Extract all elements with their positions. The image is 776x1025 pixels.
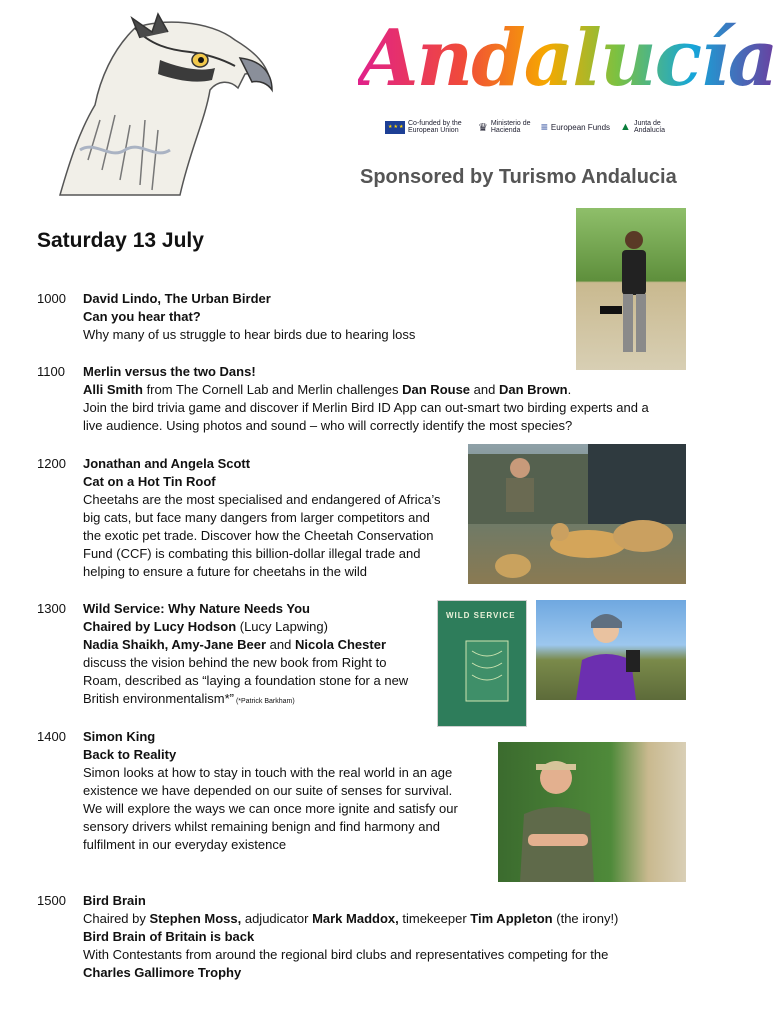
entry-text-segment: helping to ensure a future for cheetahs in the wild bbox=[83, 564, 368, 579]
book-cover-title: WILD SERVICE bbox=[446, 611, 516, 620]
entry-line bbox=[83, 563, 703, 581]
entry-text bbox=[83, 892, 703, 982]
entry-text-segment: discuss the vision behind the new book from Right to bbox=[83, 655, 387, 670]
entry-bold-text: Cat on a Hot Tin Roof bbox=[83, 474, 216, 489]
entry-line bbox=[83, 545, 703, 563]
entry-text-segment: Chaired by bbox=[83, 911, 150, 926]
entry-time: 1300 bbox=[37, 601, 66, 616]
entry-text bbox=[83, 455, 703, 581]
eu-flag-icon bbox=[385, 121, 405, 134]
entry-text-segment: Join the bird trivia game and discover if Merlin Bird ID App can out-smart two birding experts and a bbox=[83, 400, 649, 415]
entry-line bbox=[83, 417, 703, 435]
entry-bold-text: Charles Gallimore Trophy bbox=[83, 965, 242, 980]
entry-bold-text: Dan Rouse bbox=[402, 382, 471, 397]
entry-text-segment: fulfilment in our everyday existence bbox=[83, 837, 287, 852]
entry-text-segment: sensory drivers whilst remaining benign and find harmony and bbox=[83, 819, 440, 834]
entry-text-segment: and bbox=[266, 637, 295, 652]
entry-text-segment: Roam, described as “laying a foundation stone for a new bbox=[83, 673, 409, 688]
entry-line bbox=[83, 618, 703, 636]
entry-text-segment: . bbox=[567, 382, 572, 397]
entry-text-segment: existence we have depended on our suite of senses for survival. bbox=[83, 783, 453, 798]
entry-line bbox=[83, 892, 703, 910]
entry-line bbox=[83, 764, 703, 782]
eu-logo-label: Co-funded by the European Union bbox=[408, 120, 462, 134]
entry-bold-text: Merlin versus the two Dans! bbox=[83, 364, 256, 379]
entry-line bbox=[83, 381, 703, 399]
entry-bold-text: Chaired by Lucy Hodson bbox=[83, 619, 237, 634]
entry-bold-text: Jonathan and Angela Scott bbox=[83, 456, 251, 471]
entry-line bbox=[83, 509, 703, 527]
entry-text-segment: Fund (CCF) is combating this billion-dollar illegal trade and bbox=[83, 546, 421, 561]
entry-time: 1200 bbox=[37, 456, 66, 471]
entry-text bbox=[83, 600, 703, 711]
entry-bold-text: Tim Appleton bbox=[470, 911, 553, 926]
ministry-logo-label: Ministerio de Hacienda bbox=[490, 120, 531, 134]
entry-line bbox=[83, 672, 703, 690]
entry-line bbox=[83, 928, 703, 946]
eu-logo bbox=[385, 120, 468, 134]
entry-text-segment: big cats, but face many dangers from larger competitors and bbox=[83, 510, 430, 525]
entry-bold-text: Stephen Moss, bbox=[149, 911, 242, 926]
entry-time: 1400 bbox=[37, 729, 66, 744]
entry-line bbox=[83, 654, 703, 672]
entry-text-segment: and bbox=[470, 382, 499, 397]
entry-line bbox=[83, 290, 703, 308]
entry-time: 1000 bbox=[37, 291, 66, 306]
entry-line bbox=[83, 690, 703, 711]
entry-line bbox=[83, 636, 703, 654]
ministry-logo bbox=[478, 120, 531, 134]
junta-logo-label: Junta de Andalucía bbox=[633, 120, 666, 134]
entry-line bbox=[83, 308, 703, 326]
entry-line bbox=[83, 818, 703, 836]
entry-bold-text: Simon King bbox=[83, 729, 156, 744]
entry-bold-text: Bird Brain of Britain is back bbox=[83, 929, 255, 944]
entry-line bbox=[83, 836, 703, 854]
entry-line bbox=[83, 910, 703, 928]
entry-text-segment: With Contestants from around the regional bird clubs and representatives competing for the bbox=[83, 947, 609, 962]
entry-bold-text: Nicola Chester bbox=[294, 637, 387, 652]
entry-time: 1100 bbox=[37, 364, 65, 379]
entry-text-segment: adjudicator bbox=[241, 911, 313, 926]
entry-text-segment: live audience. Using photos and sound – who will correctly identify the most species? bbox=[83, 418, 573, 433]
entry-text-segment: the exotic pet trade. Discover how the Cheetah Conservation bbox=[83, 528, 434, 543]
entry-time: 1500 bbox=[37, 893, 66, 908]
osprey-illustration bbox=[40, 10, 275, 200]
crest-icon: ♛ bbox=[478, 121, 488, 134]
entry-text-segment: Cheetahs are the most specialised and endangered of Africa’s bbox=[83, 492, 441, 507]
date-title: Saturday 13 July bbox=[37, 229, 204, 252]
entry-line bbox=[83, 326, 703, 344]
entry-bold-text: Dan Brown bbox=[498, 382, 568, 397]
european-funds-label: European Funds bbox=[550, 122, 611, 132]
entry-line bbox=[83, 728, 703, 746]
entry-line bbox=[83, 600, 703, 618]
entry-bold-text: Alli Smith bbox=[83, 382, 143, 397]
entry-text bbox=[83, 363, 703, 435]
entry-bold-text: Wild Service: Why Nature Needs You bbox=[83, 601, 310, 616]
entry-line bbox=[83, 964, 703, 982]
entry-text-segment: (Lucy Lapwing) bbox=[236, 619, 328, 634]
entry-line bbox=[83, 473, 703, 491]
entry-line bbox=[83, 946, 703, 964]
entry-text-segment: (the irony!) bbox=[552, 911, 619, 926]
entry-text bbox=[83, 290, 703, 344]
entry-line bbox=[83, 746, 703, 764]
entry-text bbox=[83, 728, 703, 854]
entry-text-segment: We will explore the ways we can once more ignite and satisfy our bbox=[83, 801, 458, 816]
sponsor-logos-row bbox=[385, 120, 674, 134]
entry-text-segment: British environmentalism*” bbox=[83, 691, 234, 706]
entry-line bbox=[83, 363, 703, 381]
andalucia-logo: Andalucía bbox=[358, 13, 776, 104]
entry-line bbox=[83, 399, 703, 417]
entry-line bbox=[83, 527, 703, 545]
junta-arch-icon: ▲ bbox=[620, 121, 631, 133]
entry-text-segment: from The Cornell Lab and Merlin challenges bbox=[142, 382, 403, 397]
david-lindo-photo bbox=[576, 208, 686, 370]
entry-bold-text: Bird Brain bbox=[83, 893, 146, 908]
funds-stripes-icon: ≡ bbox=[540, 120, 548, 134]
entry-bold-text: Nadia Shaikh, Amy-Jane Beer bbox=[83, 637, 267, 652]
entry-bold-text: David Lindo, The Urban Birder bbox=[83, 291, 271, 306]
entry-line bbox=[83, 455, 703, 473]
entry-line bbox=[83, 782, 703, 800]
entry-line bbox=[83, 491, 703, 509]
entry-text-segment: Why many of us struggle to hear birds due to hearing loss bbox=[83, 327, 416, 342]
entry-text-segment: Simon looks at how to stay in touch with the real world in an age bbox=[83, 765, 453, 780]
entry-text-segment: timekeeper bbox=[398, 911, 471, 926]
sponsored-by-heading: Sponsored by Turismo Andalucia bbox=[360, 166, 677, 188]
entry-bold-text: Back to Reality bbox=[83, 747, 177, 762]
entry-bold-text: Mark Maddox, bbox=[312, 911, 399, 926]
european-funds-logo bbox=[541, 120, 610, 134]
entry-line bbox=[83, 800, 703, 818]
entry-text-segment: (*Patrick Barkham) bbox=[234, 698, 295, 705]
junta-logo bbox=[620, 120, 674, 134]
entry-bold-text: Can you hear that? bbox=[83, 309, 201, 324]
